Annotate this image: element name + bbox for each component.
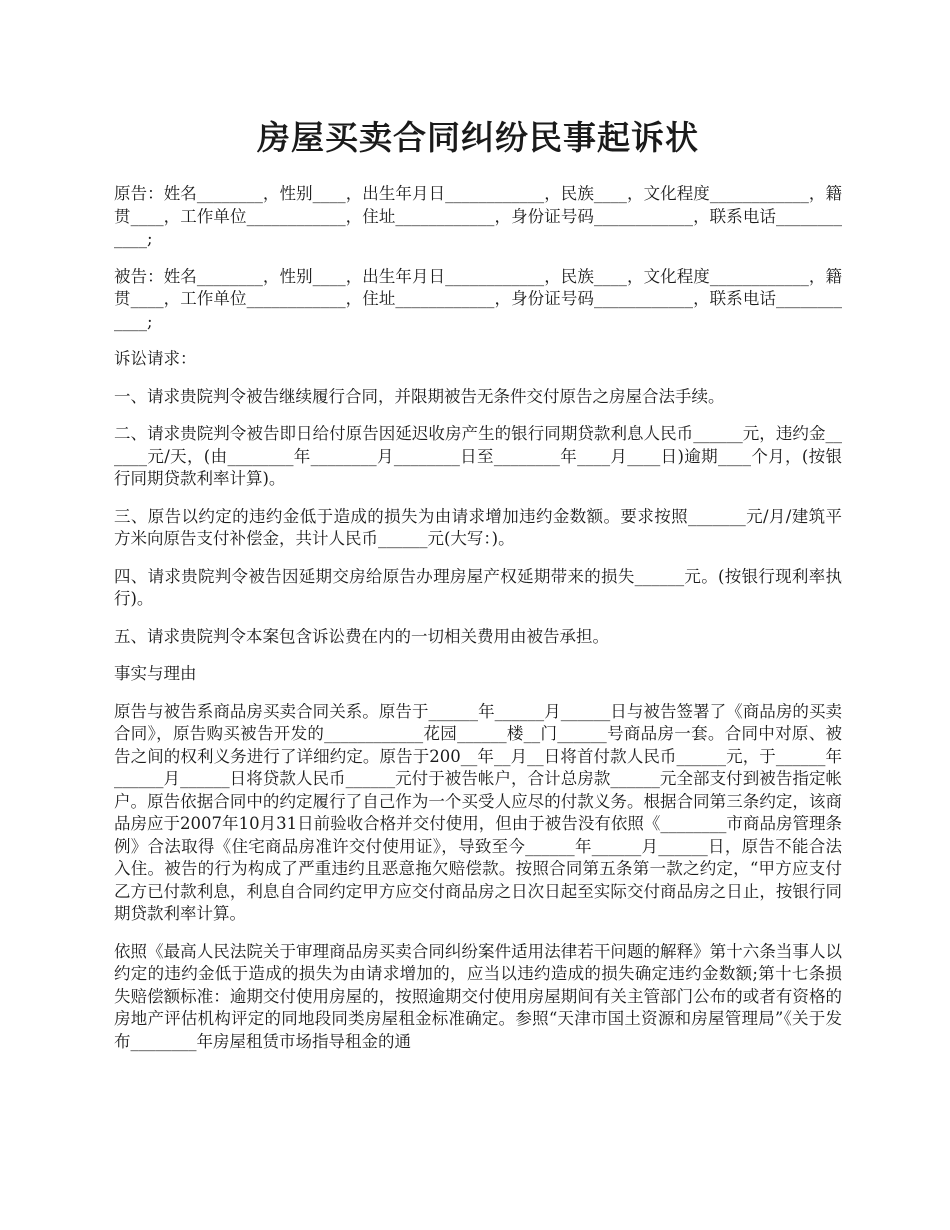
facts-paragraph-1: 原告与被告系商品房买卖合同关系。原告于______年______月______日与被告签署了《商品房的买卖合同》，原告购买被告开发的____________花园______楼__门______号商品房一套。合同中对原、被告之间的权利义务进行了详细约定。原告于200__年__月__日将首付款人民币______元，于______年______月______日将贷款人民币______元付于被告帐户，合计总房款______元全部支付到被告指定帐户。原告依据合同中的约定履行了自己作为一个买受人应尽的付款义务。根据合同第三条约定，该商品房应于2007年10月31日前验收合格并交付使用，但由于被告没有依照《________市商品房管理条例》合法取得《住宅商品房准许交付使用证》，导致至今______年______月______日，原告不能合法入住。被告的行为构成了严重违约且恶意拖欠赔偿款。按照合同第五条第一款之约定，“甲方应支付乙方已付款利息，利息自合同约定甲方应交付商品房之日次日起至实际交付商品房之日止，按银行同期贷款利率计算。	[114, 701, 842, 923]
claims-heading: 诉讼请求：	[114, 349, 197, 368]
defendant-info: 被告：姓名________，性别____，出生年月日____________，民族____，文化程度____________，籍贯____，工作单位____________，住址____________，身份证号码____________，联系电话____________;	[114, 266, 842, 331]
document-page	[114, 0, 842, 1053]
claim-item-2: 二、请求贵院判令被告即日给付原告因延迟收房产生的银行同期贷款利息人民币______元，违约金______元/天，(由________年________月________日至________年____月____日)逾期____个月，(按银行同期贷款利率计算)。	[114, 424, 842, 488]
claim-item-5: 五、请求贵院判令本案包含诉讼费在内的一切相关费用由被告承担。	[114, 626, 609, 646]
claim-item-1: 一、请求贵院判令被告继续履行合同，并限期被告无条件交付原告之房屋合法手续。	[114, 386, 725, 406]
plaintiff-info: 原告：姓名________，性别____，出生年月日____________，民族____，文化程度____________，籍贯____，工作单位____________，住址____________，身份证号码____________，联系电话____________;	[114, 184, 842, 248]
claim-item-3: 三、原告以约定的违约金低于造成的损失为由请求增加违约金数额。要求按照_______元/月/建筑平方米向原告支付补偿金，共计人民币______元(大写：)。	[114, 506, 842, 548]
document-title: 房屋买卖合同纠纷民事起诉状	[257, 118, 699, 157]
claim-item-4: 四、请求贵院判令被告因延期交房给原告办理房屋产权延期带来的损失______元。(按银行现利率执行)。	[114, 566, 842, 608]
facts-heading: 事实与理由	[114, 664, 197, 683]
facts-paragraph-2: 依照《最高人民法院关于审理商品房买卖合同纠纷案件适用法律若干问题的解释》第十六条当事人以约定的违约金低于造成的损失为由请求增加的，应当以违约造成的损失确定违约金数额;第十七条损失赔偿额标准：逾期交付使用房屋的，按照逾期交付使用房屋期间有关主管部门公布的或者有资格的房地产评估机构评定的同地段同类房屋租金标准确定。参照“天津市国土资源和房屋管理局”《关于发布________年房屋租赁市场指导租金的通	[114, 941, 842, 1051]
